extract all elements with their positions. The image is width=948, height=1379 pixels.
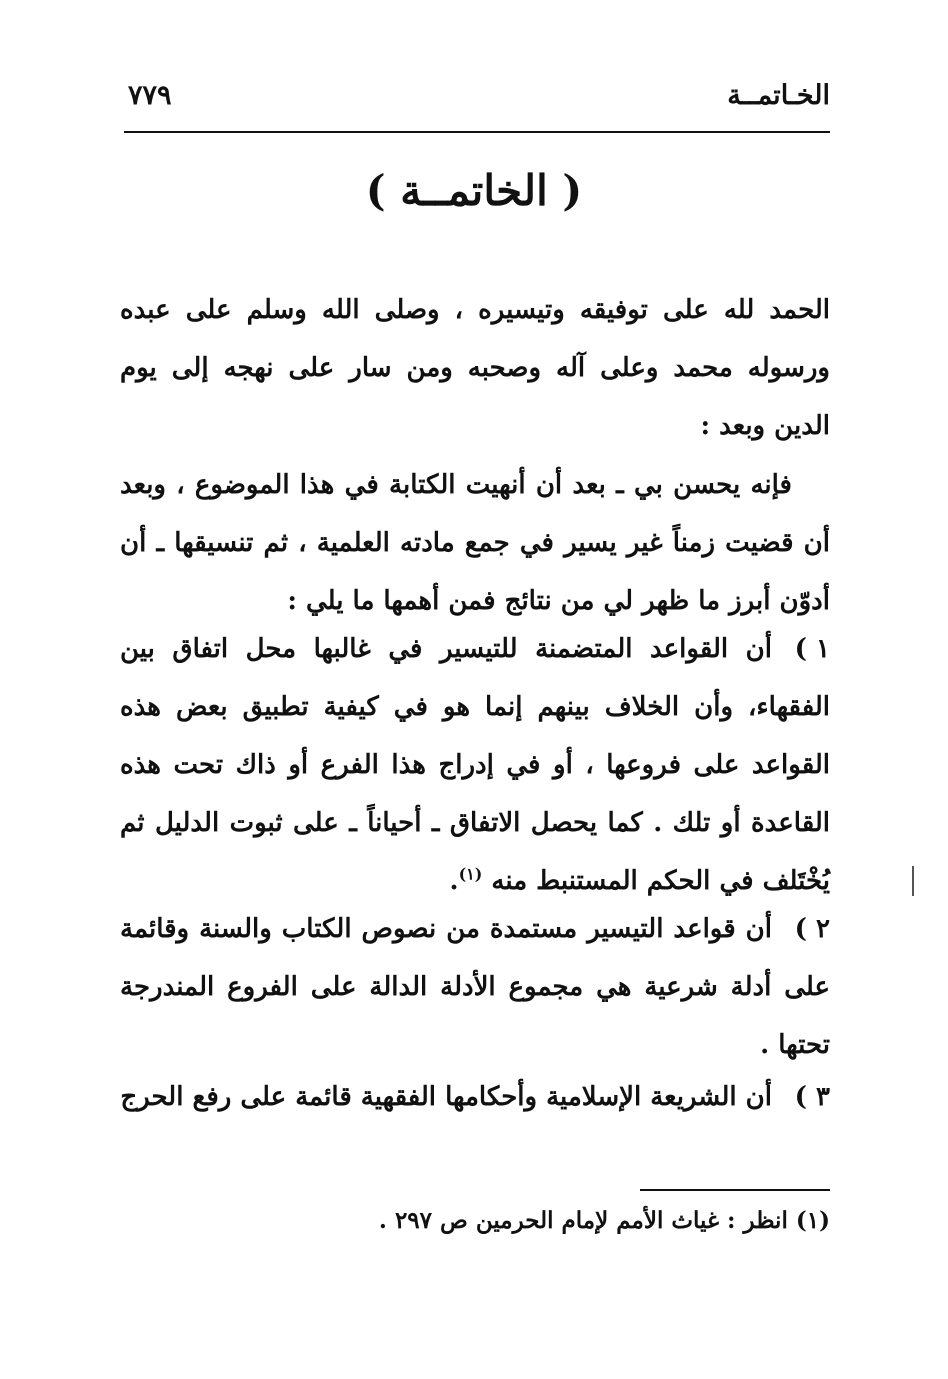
list-item — [120, 900, 830, 1074]
list-item — [120, 620, 830, 910]
running-header-title: الخـاتمــة — [727, 80, 830, 111]
footnote-reference[interactable]: (١) — [458, 864, 483, 884]
intro-paragraph: فإنه يحسن بي ـ بعد أن أنهيت الكتابة في هذا الموضوع ، وبعد أن قضيت زمناً غير يسير في جمع مادته العلمية ، ثم تنسيقها ـ أن أدوّن أبرز ما ظهر لي من نتائج فمن أهمها ما يلي : — [120, 470, 830, 616]
scan-artifact-mark — [912, 866, 914, 896]
list-item — [120, 1068, 830, 1126]
footnote-text: (١) انظر : غياث الأمم لإمام الحرمين ص ٢٩٧ . — [378, 1207, 830, 1234]
list-item-number: ٣ ) — [794, 1082, 830, 1112]
list-item-number: ١ ) — [794, 634, 830, 664]
page-number: ٧٧٩ — [128, 80, 172, 111]
list-item-body: أن القواعد المتضمنة للتيسير في غالبها محل اتفاق بين الفقهاء، وأن الخلاف بينهم إنما هو في كيفية تطبيق بعض هذه القواعد على فروعها ، أو في إدراج هذا الفرع أو ذاك تحت هذه القاعدة أو تلك . كما يحصل الاتفاق ـ أحياناً ـ على ثبوت الدليل ثم يُخْتَلف في الحكم المستنبط منه — [120, 634, 830, 896]
footnote-divider — [640, 1189, 830, 1191]
header-divider — [124, 131, 830, 133]
list-item-tail: . — [449, 866, 459, 896]
list-item-text — [120, 620, 830, 910]
opening-paragraph: الحمد لله على توفيقه وتيسيره ، وصلى الله وسلم على عبده ورسوله محمد وعلى آله وصحبه ومن سار على نهجه إلى يوم الدين وبعد : — [120, 295, 830, 441]
list-item-text: أن قواعد التيسير مستمدة من نصوص الكتاب والسنة وقائمة على أدلة شرعية هي مجموع الأدلة الدالة على الفروع المندرجة تحتها . — [120, 914, 830, 1060]
list-item-number: ٢ ) — [794, 914, 830, 944]
list-item-text: أن الشريعة الإسلامية وأحكامها الفقهية قائمة على رفع الحرج — [120, 1082, 772, 1112]
chapter-title: ( الخاتمــة ) — [365, 166, 583, 215]
